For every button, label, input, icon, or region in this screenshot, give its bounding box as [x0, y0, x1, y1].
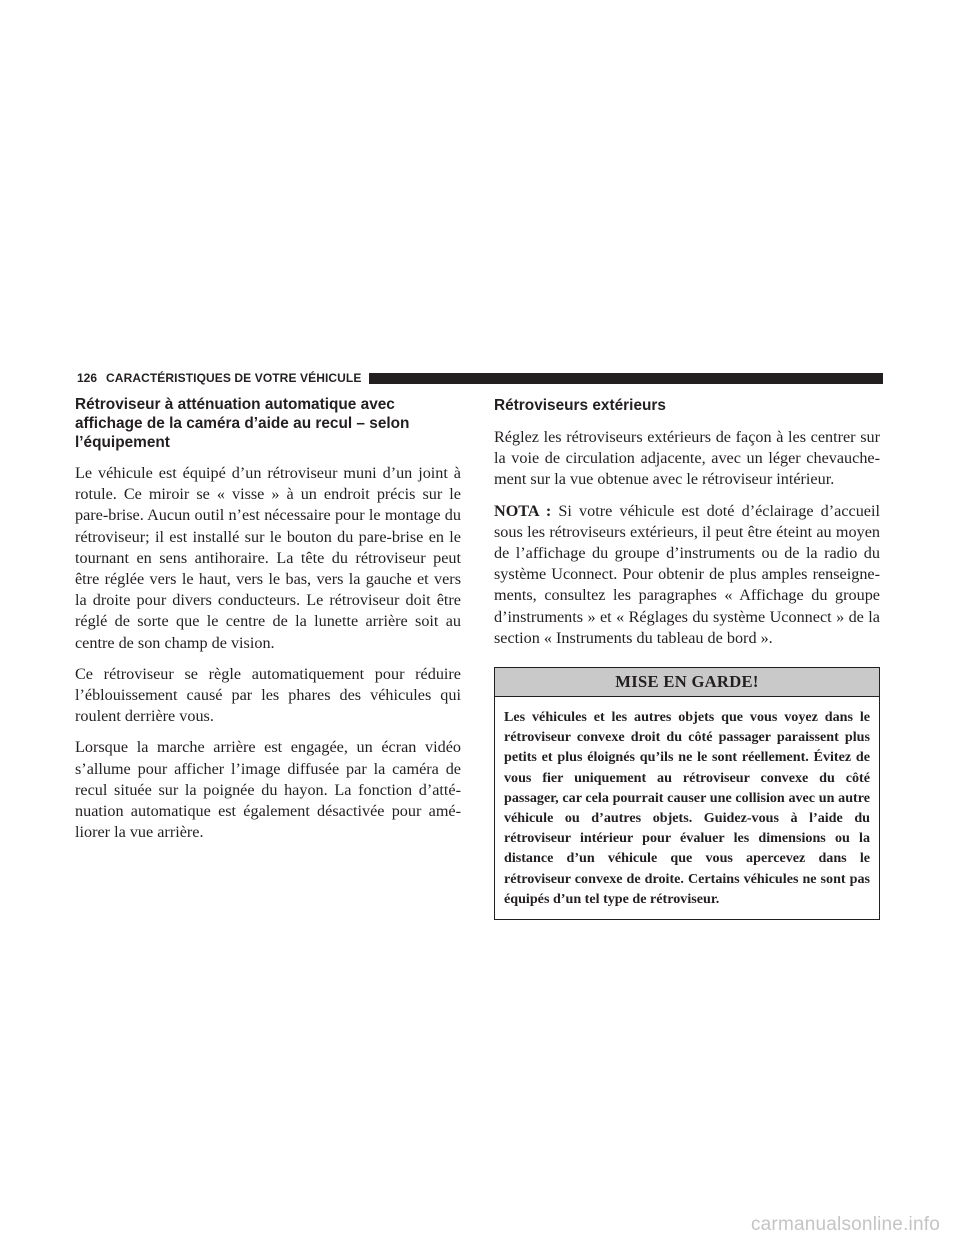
exterior-mirrors-heading: Rétroviseurs extérieurs	[494, 397, 666, 414]
right-column	[494, 395, 880, 920]
mirror-section-heading: Rétroviseur à atténuation automatique avec affichage de la caméra d’aide au recul – selon l’équipement	[75, 396, 410, 451]
warning-title: MISE EN GARDE!	[495, 668, 879, 697]
note-paragraph	[494, 501, 880, 649]
warning-box	[494, 667, 880, 920]
note-label: NOTA :	[494, 501, 552, 520]
paragraph-exterior-adjust: Réglez les rétroviseurs extérieurs de façon à les centrer sur la voie de circulation adjacente, avec un léger chevauchement sur la vue obtenue avec le rétroviseur intérieur.	[494, 428, 880, 489]
section-title: CARACTÉRISTIQUES DE VOTRE VÉHICULE	[106, 371, 362, 385]
header-rule	[369, 373, 883, 384]
warning-text: Les véhicules et les autres objets que vous voyez dans le rétroviseur convexe droit du côté passager paraissent plus petits et plus éloignés qu’ils ne le sont réellement. Évitez de vous fier uniquement au rétroviseur convexe du côté passager, car cela pourrait causer une collision avec un autre véhicule ou d’autres objets. Guidez-vous à l’aide du rétroviseur intérieur pour évaluer les dimensions ou la distance d’un véhicule que vous apercevez dans le rétroviseur convexe de droite. Certains véhicules ne sont pas équipés d’un tel type de rétroviseur.	[504, 709, 870, 907]
page-number: 126	[77, 371, 98, 385]
paragraph-mirror-mounting: Le véhicule est équipé d’un rétroviseur muni d’un joint à rotule. Ce miroir se « visse » à un endroit précis sur le pare-brise. Aucun outil n’est nécessaire pour le montage du rétroviseur; il est installé sur le bouton du pare-brise en le tournant en sens antihoraire. La tête du rétroviseur peut être réglée vers le haut, vers le bas, vers la gauche et vers la droite pour divers conducteurs. Le rétroviseur doit être réglé de sorte que le centre de la lunette arrière soit au centre de son champ de vision.	[75, 464, 461, 652]
paragraph-reverse-camera: Lorsque la marche arrière est engagée, un écran vidéo s’allume pour afficher l’image diffusée par la caméra de recul située sur la poignée du hayon. La fonction d’atténuation automatique est également désactivée pour améliorer la vue arrière.	[75, 738, 461, 842]
left-column	[75, 395, 461, 853]
page-header	[77, 369, 883, 387]
watermark: carmanualsonline.info	[750, 1214, 940, 1235]
paragraph-auto-dimming: Ce rétroviseur se règle automatiquement pour réduire l’éblouissement causé par les phares des véhicules qui roulent derrière vous.	[75, 664, 461, 726]
note-text: Si votre véhicule est doté d’éclairage d’accueil sous les rétroviseurs extérieurs, il peut être éteint au moyen de l’affichage du groupe d’instruments ou de la radio du système Uconnect. Pour obtenir de plus amples renseignements, consultez les paragraphes « Affichage du groupe d’instruments » et « Réglages du système Uconnect » de la section « Instruments du tableau de bord ».	[494, 501, 880, 647]
